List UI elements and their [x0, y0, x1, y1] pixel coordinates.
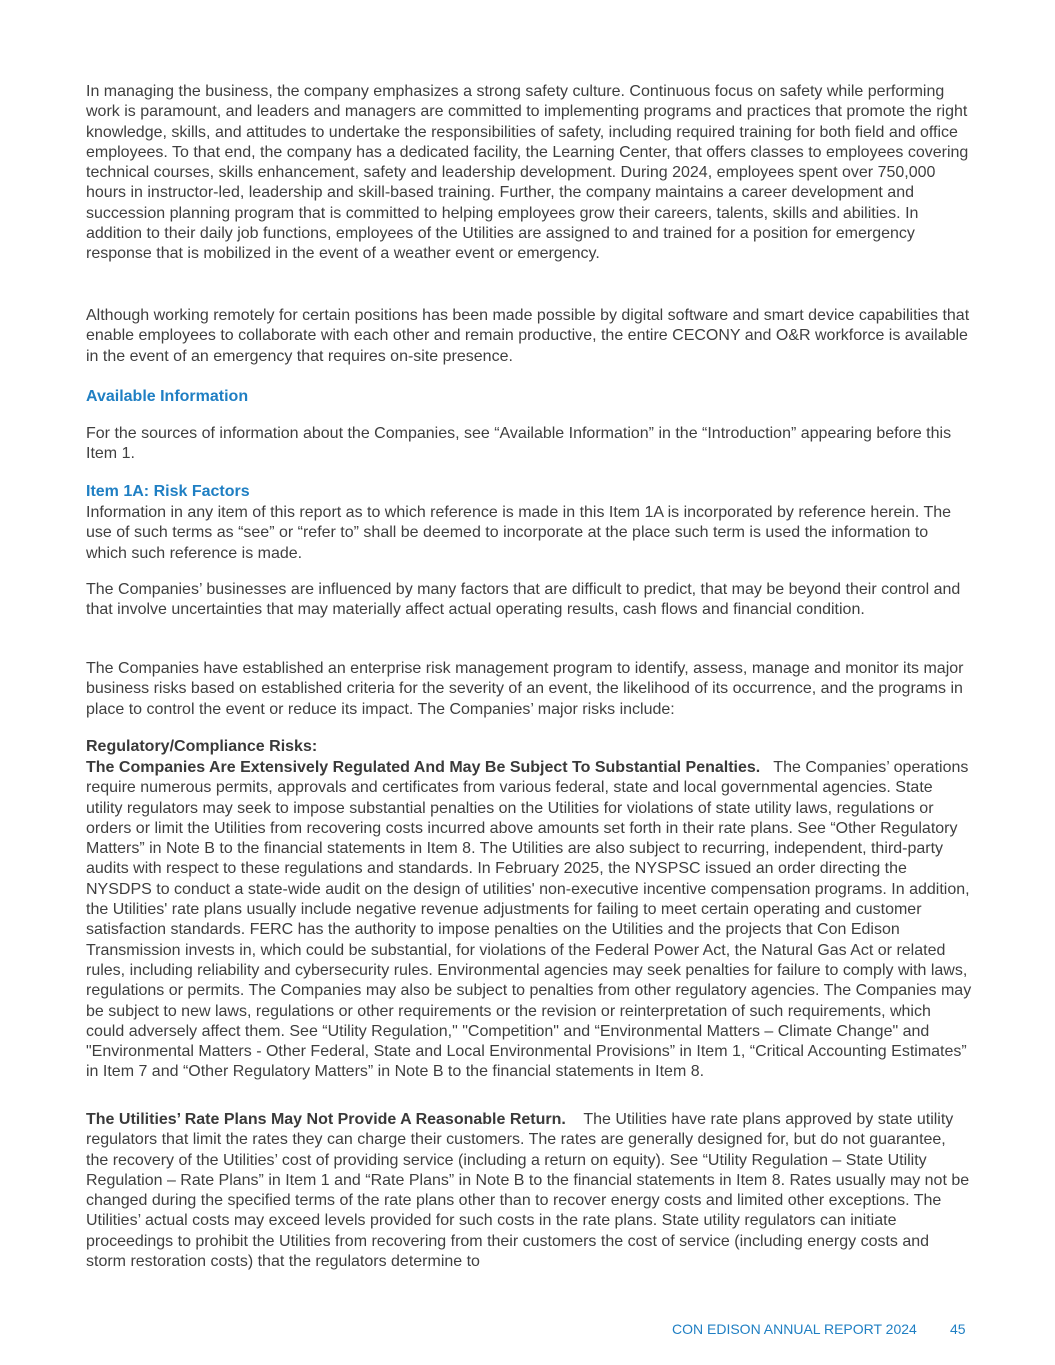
- risk-title: The Companies Are Extensively Regulated And May Be Subject To Substantial Penalties.: [86, 759, 761, 776]
- available-information-text: For the sources of information about the Companies, see “Available Information” in the “Introduction” appearing before this Item 1.: [86, 425, 952, 463]
- page-number: 45: [950, 1321, 966, 1337]
- risk-title: The Utilities’ Rate Plans May Not Provide A Reasonable Return.: [86, 1111, 566, 1128]
- risk-text: The Utilities have rate plans approved by state utility regulators that limit the rates they can charge their customers. The rates are generally designed for, but do not guarantee, the recovery of the Utilities’ cost of providing service (including a return on equity). See “Utility Regulation – State Utility Regulation – Rate Plans” in Item 1 and “Rate Plans” in Note B to the financial statements in Item 8. Rates usually may not be changed during the specified terms of the rate plans other than to recover energy costs and limited other exceptions. The Utilities’ actual costs may exceed levels provided for such costs in the rate plans. State utility regulators can initiate proceedings to prohibit the Utilities from recovering from their customers the cost of service (including energy costs and storm restoration costs) that the regulators determine to: [86, 1111, 970, 1271]
- safety-paragraph: In managing the business, the company emphasizes a strong safety culture. Continuous focus on safety while performing work is paramount, and leaders and managers are committed to implementing programs and practices that promote the right knowledge, skills, and attitudes to undertake the responsibilities of safety, including required training for both field and office employees. To that end, the company has a dedicated facility, the Learning Center, that offers classes to employees covering technical courses, skills enhancement, safety and leadership development. During 2024, employees spent over 750,000 hours in instructor-led, leadership and skill-based training. Further, the company maintains a career development and succession planning program that is committed to helping employees grow their careers, talents, skills and abilities. In addition to their daily job functions, employees of the Utilities are assigned to and trained for a position for emergency response that is mobilized in the event of a weather event or emergency.: [86, 83, 969, 263]
- risk-extensively-regulated: [86, 758, 972, 1083]
- item-1a-heading: Item 1A: Risk Factors: [86, 483, 250, 500]
- item-1a-paragraph-3: The Companies have established an enterprise risk management program to identify, assess, manage and monitor its major business risks based on established criteria for the severity of an event, the likelihood of its occurrence, and the programs in place to control the event or reduce its impact. The Companies’ major risks include:: [86, 660, 964, 718]
- remote-work-paragraph: Although working remotely for certain positions has been made possible by digital software and smart device capabilities that enable employees to collaborate with each other and remain productive, the entire CECONY and O&R workforce is available in the event of an emergency that requires on-site presence.: [86, 307, 970, 365]
- item-1a-paragraph-1: Information in any item of this report as to which reference is made in this Item 1A is incorporated by reference herein. The use of such terms as “see” or “refer to” shall be deemed to incorporate at the place such term is used the information to which such reference is made.: [86, 504, 952, 562]
- regulatory-risks-heading: Regulatory/Compliance Risks:: [86, 738, 318, 755]
- risk-rate-plans: [86, 1110, 972, 1272]
- risk-text: The Companies’ operations require numerous permits, approvals and certificates from various federal, state and local governmental agencies. State utility regulators may seek to impose substantial penalties on the Utilities for violations of state utility laws, regulations or orders or limit the Utilities from recovering costs incurred above amounts set forth in their rate plans. See “Other Regulatory Matters” in Note B to the financial statements in Item 8. The Utilities are also subject to recurring, independent, third-party audits with respect to these regulations and standards. In February 2025, the NYSPSC issued an order directing the NYSDPS to conduct a state-wide audit on the design of utilities' non-executive incentive compensation programs. In addition, the Utilities' rate plans usually include negative revenue adjustments for failing to meet certain operating and customer satisfaction standards. FERC has the authority to impose penalties on the Utilities and the projects that Con Edison Transmission invests in, which could be substantial, for violations of the Federal Power Act, the Natural Gas Act or related rules, including reliability and cybersecurity rules. Environmental agencies may seek penalties for failure to comply with laws, regulations or permits. The Companies may also be subject to penalties from other regulatory agencies. The Companies may be subject to new laws, regulations or other requirements or the revision or reinterpretation of such requirements, which could adversely affect them. See “Utility Regulation," "Competition" and “Environmental Matters – Climate Change" and "Environmental Matters - Other Federal, State and Local Environmental Provisions” in Item 1, “Critical Accounting Estimates” in Item 7 and “Other Regulatory Matters” in Note B to the financial statements in Item 8.: [86, 759, 972, 1081]
- footer-report-title: CON EDISON ANNUAL REPORT 2024: [672, 1321, 917, 1337]
- item-1a-paragraph-2: The Companies’ businesses are influenced by many factors that are difficult to predict, that may be beyond their control and that involve uncertainties that may materially affect actual operating results, cash flows and financial condition.: [86, 581, 961, 619]
- available-information-heading: Available Information: [86, 388, 249, 405]
